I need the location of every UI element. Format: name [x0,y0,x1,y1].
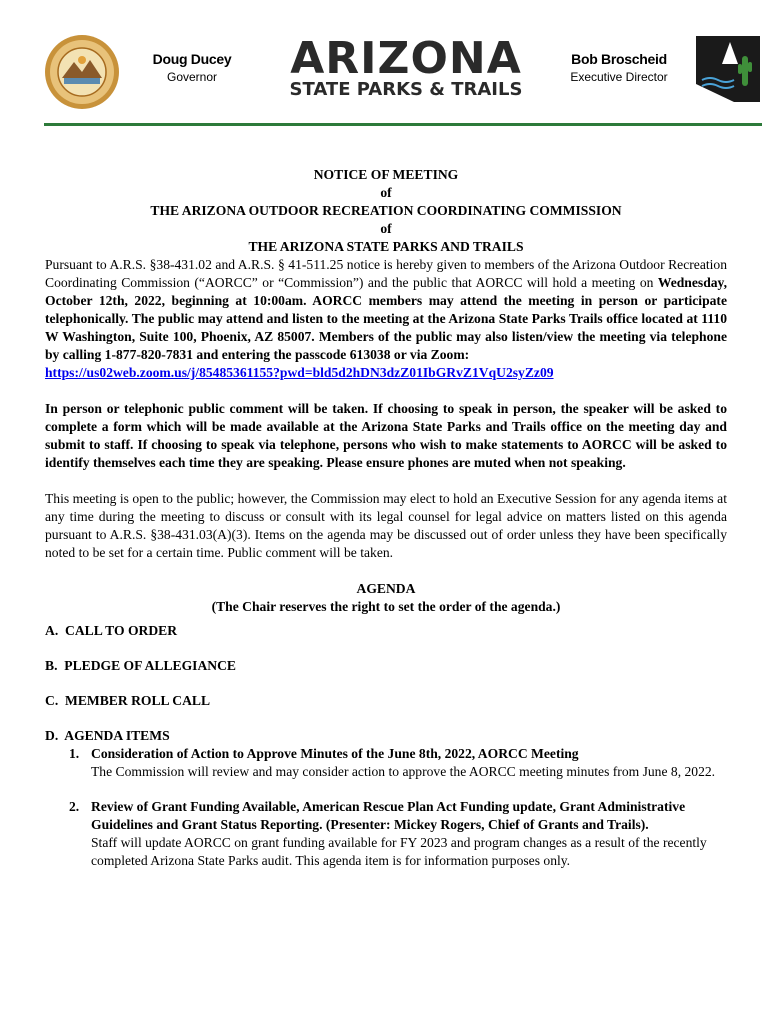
agenda-item-label: CALL TO ORDER [65,623,178,638]
subitem-title: Consideration of Action to Approve Minutes of the June 8th, 2022, AORCC Meeting [91,746,579,761]
agenda-item-label: AGENDA ITEMS [64,728,170,743]
arizona-state-seal-icon [44,34,120,110]
public-comment-paragraph: In person or telephonic public comment will be taken. If choosing to speak in person, the speaker will be asked to complete a form which will be made available at the Arizona State Parks and Trails office on the meeting day and submit to staff. If choosing to speak via telephone, persons who wish to make statements to AORCC will be asked to identify themselves each time they are speaking. Please ensure phones are muted when not speaking. [45,401,727,470]
title-line: THE ARIZONA OUTDOOR RECREATION COORDINATING COMMISSION [150,203,622,218]
notice-paragraph-1 [45,256,727,382]
agenda-item-label: PLEDGE OF ALLEGIANCE [64,658,236,673]
title-line: of [380,185,392,200]
director-name: Bob Broscheid [571,51,667,67]
subitem-description: The Commission will review and may consider action to approve the AORCC meeting minutes from June 8, 2022. [91,764,716,779]
notice-title [45,166,727,256]
agenda-subitem [69,745,727,781]
header-divider [44,123,762,126]
agenda-subitem [69,798,727,870]
subitem-number: 2. [69,799,80,814]
agenda-item-letter: D. [45,728,59,743]
agenda-item [45,692,727,710]
agenda-subheading: (The Chair reserves the right to set the order of the agenda.) [211,599,561,614]
open-meeting-paragraph: This meeting is open to the public; however, the Commission may elect to hold an Executive Session for any agenda items at any time during the meeting to discuss or consult with its legal counsel for legal advice on matters listed on this agenda pursuant to A.R.S. §38-431.03(A)(3). Items on the agenda may be discussed out of order unless they have been specifically noted to be set for a certain time. Public comment will be taken. [45,491,727,560]
subitem-title: Review of Grant Funding Available, American Rescue Plan Act Funding update, Grant Administrative Guidelines and Grant Status Reporting. (Presenter: Mickey Rogers, Chief of Grants and Trails). [91,799,686,832]
agenda-item [45,622,727,640]
notice-meeting-details: Wednesday, October 12th, 2022, beginning at 10:00am. AORCC members may attend the meeting in person or participate telephonically. The public may attend and listen to the meeting at the Arizona State Parks Trails office located at 1110 W Washington, Suite 100, Phoenix, AZ 85007. Members of the public may also listen/view the meeting via telephone by calling 1-877-820-7831 and entering the passcode 613038 or via Zoom: [45,275,727,362]
subitem-number: 1. [69,746,80,761]
title-line: NOTICE OF MEETING [313,167,459,182]
letterhead [0,0,770,128]
agenda-item [45,657,727,675]
title-line: THE ARIZONA STATE PARKS AND TRAILS [248,239,524,254]
agenda-item-label: MEMBER ROLL CALL [65,693,211,708]
agenda-item-letter: B. [45,658,58,673]
notice-intro: Pursuant to A.R.S. §38-431.02 and A.R.S. § 41-511.25 notice is hereby given to members of the Arizona Outdoor Recreation Coordinating Commission (“AORCC” or “Commission”) and the public that AORCC will hold a meeting on [45,257,727,290]
agenda-item [45,727,727,745]
director-title: Executive Director [570,70,668,84]
title-line: of [380,221,392,236]
governor-name: Doug Ducey [152,51,232,67]
agenda-item-letter: C. [45,693,59,708]
brand-title: ARIZONA [290,33,522,84]
governor-title: Governor [166,70,218,84]
arizona-state-outline-logo-icon [694,34,762,104]
agenda-heading: AGENDA [356,581,416,596]
brand-subtitle: STATE PARKS & TRAILS [289,79,523,100]
document-body [45,166,727,870]
agenda-item-letter: A. [45,623,59,638]
subitem-description: Staff will update AORCC on grant funding available for FY 2023 and program changes as a result of the recently completed Arizona State Parks audit. This agenda item is for information purposes only. [91,835,707,868]
zoom-link[interactable]: https://us02web.zoom.us/j/85485361155?pwd=bld5d2hDN3dzZ01IbGRvZ1VqU2syZz09 [45,365,554,380]
